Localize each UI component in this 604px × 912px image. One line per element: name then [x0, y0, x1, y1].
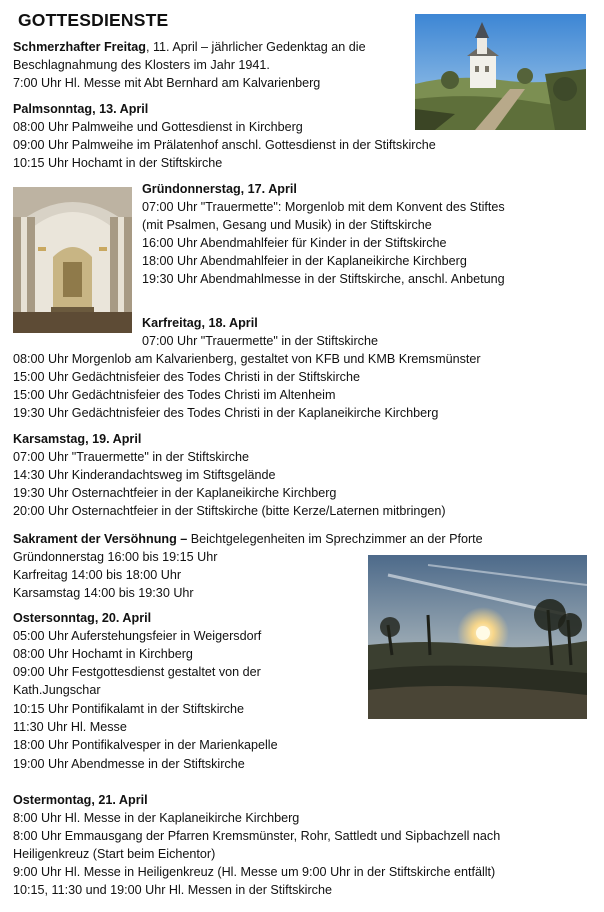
ostermontag-line-2: 8:00 Uhr Emmausgang der Pfarren Kremsmünster, Rohr, Sattledt und Sipbachzell nach — [13, 829, 501, 843]
freitag-line-1 — [13, 38, 366, 56]
freitag-line-3: 7:00 Uhr Hl. Messe mit Abt Bernhard am Kalvarienberg — [13, 76, 321, 90]
ostermontag-line-1: 8:00 Uhr Hl. Messe in der Kaplaneikirche Kirchberg — [13, 811, 300, 825]
ostersonntag-line-4: Kath.Jungschar — [13, 683, 101, 697]
gruendonnerstag-line-2: (mit Psalmen, Gesang und Musik) in der Stiftskirche — [142, 218, 432, 232]
versoehnung-line-1 — [13, 530, 483, 548]
ostermontag-line-5: 10:15, 11:30 und 19:00 Uhr Hl. Messen in der Stiftskirche — [13, 883, 332, 897]
ostersonntag-line-7: 18:00 Uhr Pontifikalvesper in der Marienkapelle — [13, 738, 278, 752]
ostersonntag-line-5: 10:15 Uhr Pontifikalamt in der Stiftskirche — [13, 702, 244, 716]
ostersonntag-line-2: 08:00 Uhr Hochamt in Kirchberg — [13, 647, 193, 661]
karsamstag-line-2: 14:30 Uhr Kinderandachtsweg im Stiftsgelände — [13, 468, 276, 482]
versoehnung-line-4: Karsamstag 14:00 bis 19:30 Uhr — [13, 586, 194, 600]
palmsonntag-line-1: 08:00 Uhr Palmweihe und Gottesdienst in Kirchberg — [13, 120, 303, 134]
ostermontag-line-3: Heiligenkreuz (Start beim Eichentor) — [13, 847, 216, 861]
freitag-heading: Schmerzhafter Freitag — [13, 40, 146, 54]
ostersonntag-line-1: 05:00 Uhr Auferstehungsfeier in Weigersdorf — [13, 629, 262, 643]
ostermontag-line-4: 9:00 Uhr Hl. Messe in Heiligenkreuz (Hl. Messe um 9:00 Uhr in der Stiftskirche entfällt) — [13, 865, 496, 879]
karfreitag-heading: Karfreitag, 18. April — [142, 316, 258, 330]
gruendonnerstag-line-4: 18:00 Uhr Abendmahlfeier in der Kaplaneikirche Kirchberg — [142, 254, 467, 268]
karfreitag-line-4: 15:00 Uhr Gedächtnisfeier des Todes Christi im Altenheim — [13, 388, 336, 402]
palmsonntag-heading: Palmsonntag, 13. April — [13, 102, 149, 116]
gruendonnerstag-line-5: 19:30 Uhr Abendmahlmesse in der Stiftskirche, anschl. Anbetung — [142, 272, 505, 286]
ostermontag-heading: Ostermontag, 21. April — [13, 793, 148, 807]
karsamstag-line-3: 19:30 Uhr Osternachtfeier in der Kaplaneikirche Kirchberg — [13, 486, 337, 500]
gruendonnerstag-line-1: 07:00 Uhr "Trauermette": Morgenlob mit dem Konvent des Stiftes — [142, 200, 505, 214]
sunset-photo — [368, 555, 587, 719]
karsamstag-line-1: 07:00 Uhr "Trauermette" in der Stiftskirche — [13, 450, 249, 464]
freitag-line-1-rest: , 11. April – jährlicher Gedenktag an die — [145, 40, 366, 54]
palmsonntag-line-3: 10:15 Uhr Hochamt in der Stiftskirche — [13, 156, 223, 170]
versoehnung-line-2: Gründonnerstag 16:00 bis 19:15 Uhr — [13, 550, 218, 564]
karsamstag-heading: Karsamstag, 19. April — [13, 432, 142, 446]
palmsonntag-line-2: 09:00 Uhr Palmweihe im Prälatenhof anschl. Gottesdienst in der Stiftskirche — [13, 138, 436, 152]
gruendonnerstag-heading: Gründonnerstag, 17. April — [142, 182, 297, 196]
versoehnung-line-3: Karfreitag 14:00 bis 18:00 Uhr — [13, 568, 182, 582]
ostersonntag-line-6: 11:30 Uhr Hl. Messe — [13, 720, 127, 734]
karsamstag-line-4: 20:00 Uhr Osternachtfeier in der Stiftskirche (bitte Kerze/Laternen mitbringen) — [13, 504, 446, 518]
church-interior-photo — [13, 187, 132, 333]
page-title: GOTTESDIENSTE — [18, 10, 169, 30]
versoehnung-heading: Sakrament der Versöhnung – — [13, 532, 188, 546]
chapel-photo — [415, 14, 586, 130]
gruendonnerstag-line-3: 16:00 Uhr Abendmahlfeier für Kinder in der Stiftskirche — [142, 236, 447, 250]
freitag-line-2: Beschlagnahmung des Klosters im Jahr 1941. — [13, 58, 270, 72]
ostersonntag-line-8: 19:00 Uhr Abendmesse in der Stiftskirche — [13, 757, 245, 771]
ostersonntag-heading: Ostersonntag, 20. April — [13, 611, 152, 625]
karfreitag-line-3: 15:00 Uhr Gedächtnisfeier des Todes Christi in der Stiftskirche — [13, 370, 360, 384]
karfreitag-line-1: 07:00 Uhr "Trauermette" in der Stiftskirche — [142, 334, 378, 348]
ostersonntag-line-3: 09:00 Uhr Festgottesdienst gestaltet von der — [13, 665, 261, 679]
karfreitag-line-2: 08:00 Uhr Morgenlob am Kalvarienberg, gestaltet von KFB und KMB Kremsmünster — [13, 352, 481, 366]
karfreitag-line-5: 19:30 Uhr Gedächtnisfeier des Todes Christi in der Kaplaneikirche Kirchberg — [13, 406, 439, 420]
versoehnung-line-1-rest: Beichtgelegenheiten im Sprechzimmer an der Pforte — [187, 532, 483, 546]
